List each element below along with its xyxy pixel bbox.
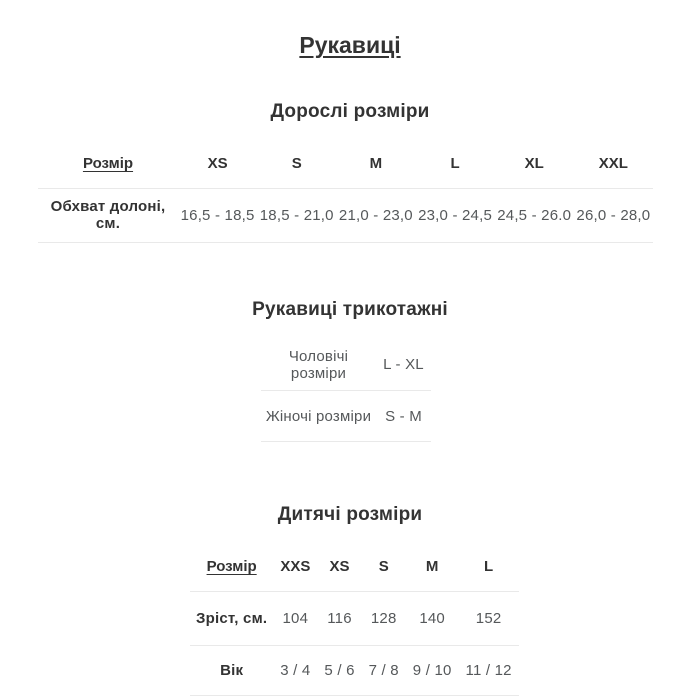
palm-girth-value-xl: 24,5 - 26.0 [497, 206, 572, 224]
womens-sizes-value: S - M [385, 407, 422, 425]
kids-sizes-section [0, 503, 700, 696]
kids-size-header-m: M [425, 558, 439, 576]
womens-sizes-label: Жіночі розміри [265, 407, 372, 425]
table-row [190, 543, 519, 591]
adult-size-header-s: S [291, 155, 302, 173]
table-row [190, 591, 519, 645]
height-value-s: 128 [370, 609, 397, 627]
age-value-xxs: 3 / 4 [280, 661, 311, 679]
table-row [261, 391, 431, 442]
kids-size-header-s: S [378, 558, 389, 576]
mens-sizes-label: Чоловічі розміри [288, 347, 349, 382]
palm-girth-value-xxl: 26,0 - 28,0 [576, 206, 651, 224]
palm-girth-row-label: Обхват долоні, см. [50, 198, 166, 232]
age-value-xs: 5 / 6 [324, 661, 355, 679]
table-row [261, 340, 431, 391]
adult-size-header-xl: XL [524, 155, 544, 173]
palm-girth-value-s: 18,5 - 21,0 [259, 206, 334, 224]
age-value-l: 11 / 12 [465, 661, 512, 679]
adult-size-header-xs: XS [207, 155, 228, 173]
adult-size-header-m: M [369, 155, 383, 173]
height-value-xs: 116 [327, 609, 352, 627]
palm-girth-value-l: 23,0 - 24,5 [418, 206, 492, 224]
table-row [38, 140, 653, 188]
kids-size-header-label: Розмір [206, 558, 257, 576]
table-row [190, 645, 519, 695]
table-row [38, 188, 653, 242]
knitted-gloves-table [261, 340, 431, 443]
height-value-l: 152 [475, 609, 502, 627]
kids-size-header-xs: XS [329, 558, 350, 576]
adult-size-header-xxl: XXL [598, 155, 628, 173]
adult-size-header-l: L [450, 155, 460, 173]
age-value-s: 7 / 8 [368, 661, 399, 679]
height-value-xxs: 104 [282, 609, 309, 627]
page-title: Рукавиці [299, 32, 401, 58]
palm-girth-value-m: 21,0 - 23,0 [338, 206, 413, 224]
kids-size-header-l: L [484, 558, 494, 576]
adult-sizes-section [0, 100, 700, 243]
knitted-gloves-section [0, 298, 700, 443]
height-row-label: Зріст, см. [196, 609, 268, 627]
age-value-m: 9 / 10 [412, 661, 452, 679]
age-row-label: Вік [220, 661, 244, 679]
adult-size-header-label: Розмір [82, 155, 134, 173]
adult-sizes-table [38, 140, 653, 243]
kids-section-title: Дитячі розміри [277, 504, 423, 525]
kids-sizes-table [190, 543, 519, 696]
knitted-section-title: Рукавиці трикотажні [252, 298, 448, 320]
height-value-m: 140 [419, 609, 445, 627]
adult-section-title: Дорослі розміри [270, 101, 430, 122]
palm-girth-value-xs: 16,5 - 18,5 [180, 206, 255, 224]
kids-size-header-xxs: XXS [280, 558, 311, 576]
mens-sizes-value: L - XL [383, 356, 424, 374]
